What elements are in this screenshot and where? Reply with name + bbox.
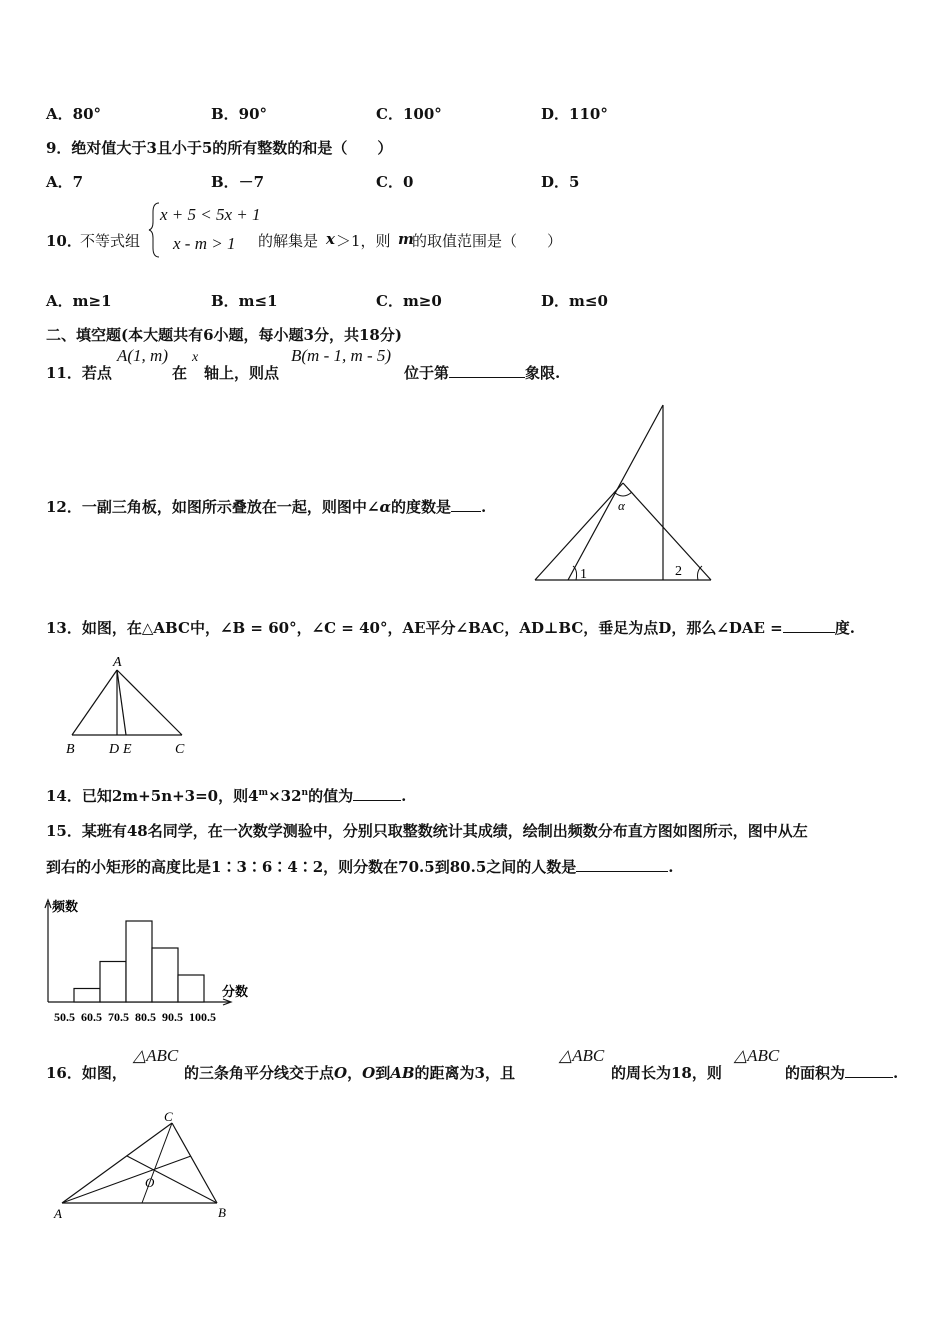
q13-label-e: E: [123, 742, 132, 757]
q9-option-b: B．－7: [211, 173, 265, 191]
q15-line-1: 15．某班有48名同学，在一次数学测验中，分别只取整数统计其成绩，绘制出频数分布直方图如图所示，图中从左: [46, 822, 808, 840]
q9-option-a: A．7: [46, 173, 84, 191]
q11-point-a: A(1, m): [117, 346, 168, 365]
q16-text-2d: 的距离为3，且: [414, 1064, 515, 1082]
q16-text-1: 16．如图，: [46, 1064, 127, 1082]
q16-text-3: 的周长为18，则: [611, 1064, 722, 1082]
q10-number: 10．: [46, 232, 82, 250]
q10-inequality-1: x + 5 < 5x + 1: [160, 205, 261, 224]
q10-inequality-2: x - m > 1: [173, 234, 236, 253]
section-2-title: 二、填空题(本大题共有6小题，每小题3分，共18分): [46, 326, 402, 344]
q10-option-d: D．m≤0: [541, 292, 608, 310]
q10-prefix: 不等式组: [80, 232, 141, 250]
q10-var-m: m: [398, 230, 414, 248]
q16-label-b: B: [218, 1205, 226, 1220]
q9-option-d: D．5: [541, 173, 580, 191]
q11-axis: x: [192, 350, 199, 365]
q8-option-a: A．80°: [46, 105, 102, 123]
q15-answer-blank[interactable]: [576, 857, 668, 872]
q11-text-2: 在: [172, 364, 188, 382]
q16-bisector-c: [142, 1123, 172, 1203]
q10-option-b: B．m≤1: [211, 292, 278, 310]
q12-hypotenuse: [568, 405, 663, 580]
q15-tick-80.5: 80.5: [135, 1010, 156, 1024]
q13-bisector-ae: [117, 670, 126, 735]
q9-option-c: C．0: [376, 173, 414, 191]
q16-text-2: [184, 1062, 515, 1083]
q15-tick-50.5: 50.5: [54, 1010, 75, 1024]
q16-label-a: A: [54, 1206, 62, 1221]
q12-stem-b: 的度数是: [391, 498, 452, 516]
q15-tick-60.5: 60.5: [81, 1010, 102, 1024]
q15-bar-1: [74, 989, 100, 1003]
q16-text-2a: 的三条角平分线交于点: [184, 1064, 335, 1082]
q16-text-2c: 到: [375, 1064, 391, 1082]
q13-side-ac: [117, 670, 182, 735]
q12-figure: [528, 400, 718, 585]
q10-option-c: C．m≥0: [376, 292, 442, 310]
q11-text-4a: 位于第: [404, 364, 450, 382]
q12-right-side: [623, 483, 711, 580]
q13-label-b: B: [66, 742, 75, 757]
q15-bar-3: [126, 921, 152, 1002]
q16-triangle-3: △ABC: [734, 1046, 780, 1065]
q16-triangle-2: △ABC: [559, 1046, 605, 1065]
q12-stem: [46, 496, 486, 517]
q8-option-b: B．90°: [211, 105, 268, 123]
q12-angle2-arc: [698, 566, 703, 580]
q12-left-side: [535, 483, 623, 580]
q11-text-1: 11．若点: [46, 364, 112, 382]
q8-option-d: D．110°: [541, 105, 608, 123]
q13-label-d: D: [109, 742, 120, 757]
q13-stem-b: 度.: [834, 619, 855, 637]
q12-label-2: 2: [675, 564, 682, 579]
q12-stem-a: 12．一副三角板，如图所示叠放在一起，则图中∠: [46, 498, 380, 516]
q15-bars: [74, 921, 204, 1002]
q14-sup-m: m: [258, 788, 269, 798]
q11-text-4b: 象限.: [525, 364, 561, 382]
q15-tick-labels: [54, 1010, 216, 1024]
q16-label-c: C: [164, 1109, 173, 1124]
q16-side-ac: [62, 1123, 172, 1203]
q16-label-o: O: [145, 1175, 155, 1190]
q13-stem-a: 13．如图，在△ABC中，∠B = 60°，∠C = 40°，AE平分∠BAC，AD⊥BC，垂足为点D，那么∠DAE =: [46, 619, 783, 637]
q11-point-b: B(m - 1, m - 5): [291, 346, 392, 365]
q12-alpha-label: α: [618, 498, 625, 513]
q13-answer-blank[interactable]: [783, 618, 835, 633]
q15-tick-90.5: 90.5: [162, 1010, 183, 1024]
q11-text-4: [404, 362, 560, 383]
q13-label-a: A: [113, 655, 122, 670]
q16-o-2: O: [362, 1064, 376, 1082]
q15-xlabel: 分数: [222, 984, 249, 999]
q12-alpha-arc: [614, 492, 632, 496]
q13-label-c: C: [175, 742, 185, 757]
q15-tick-70.5: 70.5: [108, 1010, 129, 1024]
q12-angle1-arc: [573, 566, 577, 580]
q10-option-a: A．m≥1: [46, 292, 112, 310]
q13-stem: [46, 617, 855, 638]
q15-end: .: [668, 858, 674, 876]
q16-o-1: O: [334, 1064, 348, 1082]
q11-answer-blank[interactable]: [449, 363, 525, 378]
q15-bar-2: [100, 962, 126, 1003]
q16-text-4: [785, 1062, 898, 1083]
q12-end: .: [481, 498, 487, 516]
q15-bar-5: [178, 975, 204, 1002]
q14-text-c: 的值为: [308, 787, 354, 805]
q8-option-c: C．100°: [376, 105, 442, 123]
q9-stem: 9．绝对值大于3且小于5的所有整数的和是（ ）: [46, 139, 393, 157]
q16-ab: AB: [390, 1064, 415, 1082]
q15-line-2-text: 到右的小矩形的高度比是1∶3∶6∶4∶2，则分数在70.5到80.5之间的人数是: [46, 858, 577, 876]
q14-stem: [46, 785, 406, 806]
q16-end: .: [893, 1064, 899, 1082]
q10-suffix-a: 的解集是: [258, 232, 319, 250]
q15-histogram: [40, 895, 255, 1030]
q14-end: .: [401, 787, 407, 805]
q13-side-ab: [72, 670, 117, 735]
q12-label-1: 1: [580, 567, 587, 582]
q10-suffix-b: ＞1，则: [336, 232, 391, 250]
q10-var-x: x: [326, 230, 335, 248]
q12-answer-blank[interactable]: [451, 497, 481, 512]
q16-triangle-1: △ABC: [133, 1046, 179, 1065]
q14-answer-blank[interactable]: [353, 786, 401, 801]
q15-ylabel: 频数: [52, 899, 79, 914]
q15-tick-100.5: 100.5: [189, 1010, 216, 1024]
q14-text-a: 14．已知2m+5n+3=0，则4: [46, 787, 259, 805]
q16-answer-blank[interactable]: [845, 1063, 893, 1078]
q16-text-2b: ，: [347, 1064, 363, 1082]
q13-figure: [60, 650, 195, 760]
q16-text-4a: 的面积为: [785, 1064, 846, 1082]
q16-figure: [44, 1105, 244, 1230]
q15-bar-4: [152, 948, 178, 1002]
q14-text-b: ×32: [268, 787, 302, 805]
q15-line-2: [46, 856, 674, 877]
q11-text-3: 轴上，则点: [204, 364, 280, 382]
q12-alpha: α: [379, 498, 391, 516]
q10-suffix-c: 的取值范围是（ ）: [412, 232, 563, 250]
q14-sup-n: n: [301, 788, 309, 798]
